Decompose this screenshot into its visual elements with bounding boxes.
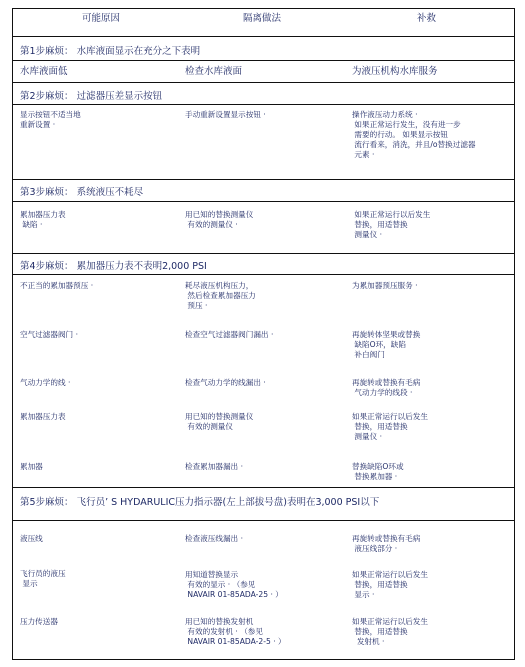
header-cause: 可能原因: [82, 13, 121, 24]
divider: [12, 82, 515, 83]
step-4-row-5-isolation: 检查累加器漏出 ·: [185, 462, 243, 471]
step-4-row-3-cause: 气动力学的线 ·: [20, 378, 71, 387]
step-4-row-2-remedy: 再旋转体坚果或替换 缺陷O环，缺陷 补白阀门: [352, 330, 421, 359]
step-5-row-1-cause: 液压线: [20, 534, 43, 543]
step-4-row-4-isolation: 用已知的替换测量仪 有效的测量仪: [185, 412, 254, 431]
step-4-row-1-remedy: 为累加器预压服务 ·: [352, 281, 418, 290]
step-4-row-1-isolation: 耗尽液压机构压力， 然后检查累加器压力 预压 ·: [185, 281, 256, 310]
divider: [12, 104, 515, 105]
header-remedy: 补救: [417, 13, 437, 24]
divider: [12, 60, 515, 61]
step-5-row-1-remedy: 再旋转或替换有毛病 液压线部分 ·: [352, 534, 421, 553]
step-3-row-1-cause: 累加器压力表 缺陷 ·: [20, 210, 66, 229]
divider: [12, 274, 515, 275]
divider: [12, 36, 515, 37]
step-4-row-3-remedy: 再旋转或替换有毛病 气动力学的线段 ·: [352, 378, 421, 397]
step-1-row-1-remedy: 为液压机构水库服务: [352, 66, 438, 77]
divider: [12, 520, 515, 521]
divider: [12, 179, 515, 180]
step-3-row-1-isolation: 用已知的替换测量仪 有效的测量仪 ·: [185, 210, 254, 229]
step-4-title: 第4步麻烦： 累加器压力表不表明2,000 PSI: [20, 261, 207, 272]
step-1-row-1-isolation: 检查水库液面: [185, 66, 243, 77]
step-5-row-3-isolation: 用已知的替换发射机 有效的发射机 · （参见 NAVAIR 01-85ADA-2-5 · ）: [185, 617, 286, 646]
step-5-row-2-remedy: 如果正常运行以后发生 替换，用适替换 显示 ·: [352, 570, 428, 599]
step-4-row-4-remedy: 如果正常运行以后发生 替换，用适替换 测量仪 ·: [352, 412, 428, 441]
step-4-row-3-isolation: 检查气动力学的线漏出 ·: [185, 378, 266, 387]
step-4-row-5-remedy: 替换缺陷O环或 替换累加器 ·: [352, 462, 404, 481]
step-2-title: 第2步麻烦： 过滤器压差显示按钮: [20, 91, 163, 102]
step-4-row-4-cause: 累加器压力表: [20, 412, 66, 421]
step-2-row-1-isolation: 手动重新设置显示按钮 ·: [185, 110, 266, 119]
step-5-row-3-cause: 压力传送器: [20, 617, 58, 626]
step-5-row-2-cause: 飞行员的液压 显示: [20, 569, 66, 588]
step-2-row-1-cause: 显示按钮不适当地 重新设置 ·: [20, 110, 81, 129]
divider: [12, 201, 515, 202]
step-5-row-2-isolation: 用知道替换显示 有效的显示 · （参见 NAVAIR 01-85ADA-25 · ）: [185, 570, 283, 599]
step-3-row-1-remedy: 如果正常运行以后发生 替换，用适替换 测量仪 ·: [354, 210, 431, 239]
divider: [12, 487, 515, 488]
step-5-row-1-isolation: 检查液压线漏出 ·: [185, 534, 243, 543]
step-4-row-5-cause: 累加器: [20, 462, 43, 471]
step-5-row-3-remedy: 如果正常运行以后发生 替换，用适替换 发射机 ·: [352, 617, 428, 646]
header-isolation: 隔离做法: [243, 13, 282, 24]
step-1-row-1-cause: 水库液面低: [20, 66, 68, 77]
step-4-row-2-cause: 空气过滤器阀门 ·: [20, 330, 78, 339]
step-3-title: 第3步麻烦： 系统液压不耗尽: [20, 187, 144, 198]
step-5-title: 第5步麻烦： 飞行员’ S HYDARULIC压力指示器(左上部拔号盘)表明在3,000 PSI以下: [20, 497, 380, 508]
step-4-row-2-isolation: 检查空气过滤器阀门漏出 ·: [185, 330, 274, 339]
step-1-title: 第1步麻烦： 水库液面显示在充分之下表明: [20, 46, 201, 57]
step-2-row-1-remedy: 操作液压动力系统 · 如果正常运行发生，没有进一步 需要的行动。 如果显示按钮 流行看来，消洗，并且/o替换过滤器 元素 ·: [352, 110, 476, 159]
divider: [12, 253, 515, 254]
step-4-row-1-cause: 不正当的累加器预压 ·: [20, 281, 94, 290]
